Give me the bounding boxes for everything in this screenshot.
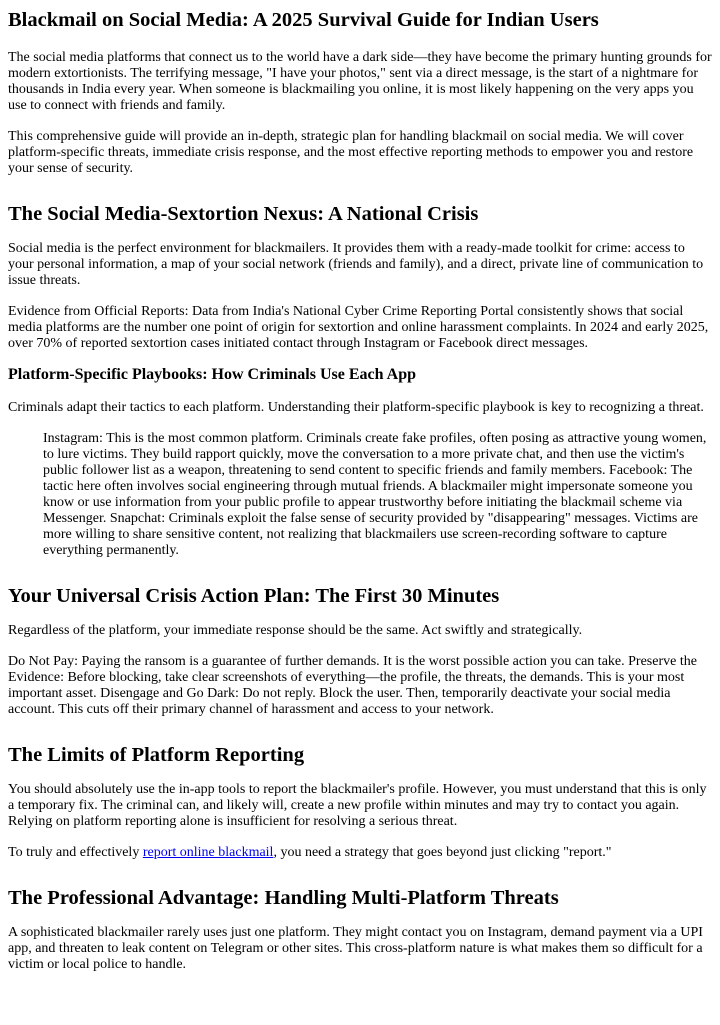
platform-playbooks-quote: Instagram: This is the most common platform. Criminals create fake profiles, often posing as attractive young women, to lure victims. They build rapport quickly, move the conversation to a more private chat, and then use the victim's public follower list as a weapon, threatening to send content to specific friends and family members. Facebook: The tactic here often involves social engineering through mutual friends. A blackmailer might impersonate someone you know or use information from your public profile to appear trustworthy before initiating the blackmail scheme via Messenger. Snapchat: Criminals exploit the false sense of security provided by "disappearing" messages. Victims are more willing to share sensitive content, not realizing that blackmailers use screen-recording software to capture everything permanently. [43, 431, 707, 558]
professional-paragraph-1: A sophisticated blackmailer rarely uses just one platform. They might contact you on Instagram, demand payment via a UPI app, and threaten to leak content on Telegram or other sites. This cross-platform nature is what makes them so difficult for a victim or local police to handle. [8, 925, 703, 972]
limits-text-before-link: To truly and effectively [8, 845, 143, 860]
section-heading-action-plan: Your Universal Crisis Action Plan: The First 30 Minutes [8, 585, 500, 607]
action-plan-paragraph-1: Regardless of the platform, your immediate response should be the same. Act swiftly and strategically. [8, 623, 583, 638]
playbooks-paragraph-1: Criminals adapt their tactics to each platform. Understanding their platform-specific playbook is key to recognizing a threat. [8, 400, 704, 415]
article [0, 8, 712, 973]
action-plan-paragraph-2: Do Not Pay: Paying the ransom is a guarantee of further demands. It is the worst possible action you can take. Preserve the Evidence: Before blocking, take clear screenshots of everything—the profile, the threats, the demands. This is your most important asset. Disengage and Go Dark: Do not reply. Block the user. Then, temporarily deactivate your social media account. This cuts off their primary channel of harassment and access to your network. [8, 654, 697, 717]
section-heading-professional: The Professional Advantage: Handling Multi-Platform Threats [8, 887, 559, 909]
nexus-paragraph-2: Evidence from Official Reports: Data from India's National Cyber Crime Reporting Portal consistently shows that social media platforms are the number one point of origin for sextortion and online harassment complaints. In 2024 and early 2025, over 70% of reported sextortion cases initiated contact through Instagram or Facebook direct messages. [8, 304, 709, 351]
limits-paragraph-2 [8, 845, 712, 861]
limits-paragraph-1: You should absolutely use the in-app tools to report the blackmailer's profile. However, you must understand that this is only a temporary fix. The criminal can, and likely will, create a new profile within minutes and may try to contact you again. Relying on platform reporting alone is insufficient for resolving a serious threat. [8, 782, 707, 829]
intro-paragraph-1: The social media platforms that connect us to the world have a dark side—they have become the primary hunting grounds for modern extortionists. The terrifying message, "I have your photos," sent via a direct message, is the start of a nightmare for thousands in India every year. When someone is blackmailing you online, it is most likely happening on the very apps you use to connect with friends and family. [8, 50, 712, 113]
limits-text-after-link: , you need a strategy that goes beyond just clicking "report." [273, 845, 612, 860]
section-heading-playbooks: Platform-Specific Playbooks: How Criminals Use Each App [8, 366, 416, 383]
section-heading-limits: The Limits of Platform Reporting [8, 744, 305, 766]
section-heading-nexus: The Social Media-Sextortion Nexus: A National Crisis [8, 203, 479, 225]
nexus-paragraph-1: Social media is the perfect environment for blackmailers. It provides them with a ready-made toolkit for crime: access to your personal information, a map of your social network (friends and family), and a direct, private line of communication to issue threats. [8, 241, 704, 288]
article-title: Blackmail on Social Media: A 2025 Survival Guide for Indian Users [8, 9, 599, 31]
report-online-blackmail-link[interactable]: report online blackmail [142, 845, 274, 860]
intro-paragraph-2: This comprehensive guide will provide an in-depth, strategic plan for handling blackmail on social media. We will cover platform-specific threats, immediate crisis response, and the most effective reporting methods to empower you and restore your sense of security. [8, 129, 694, 176]
